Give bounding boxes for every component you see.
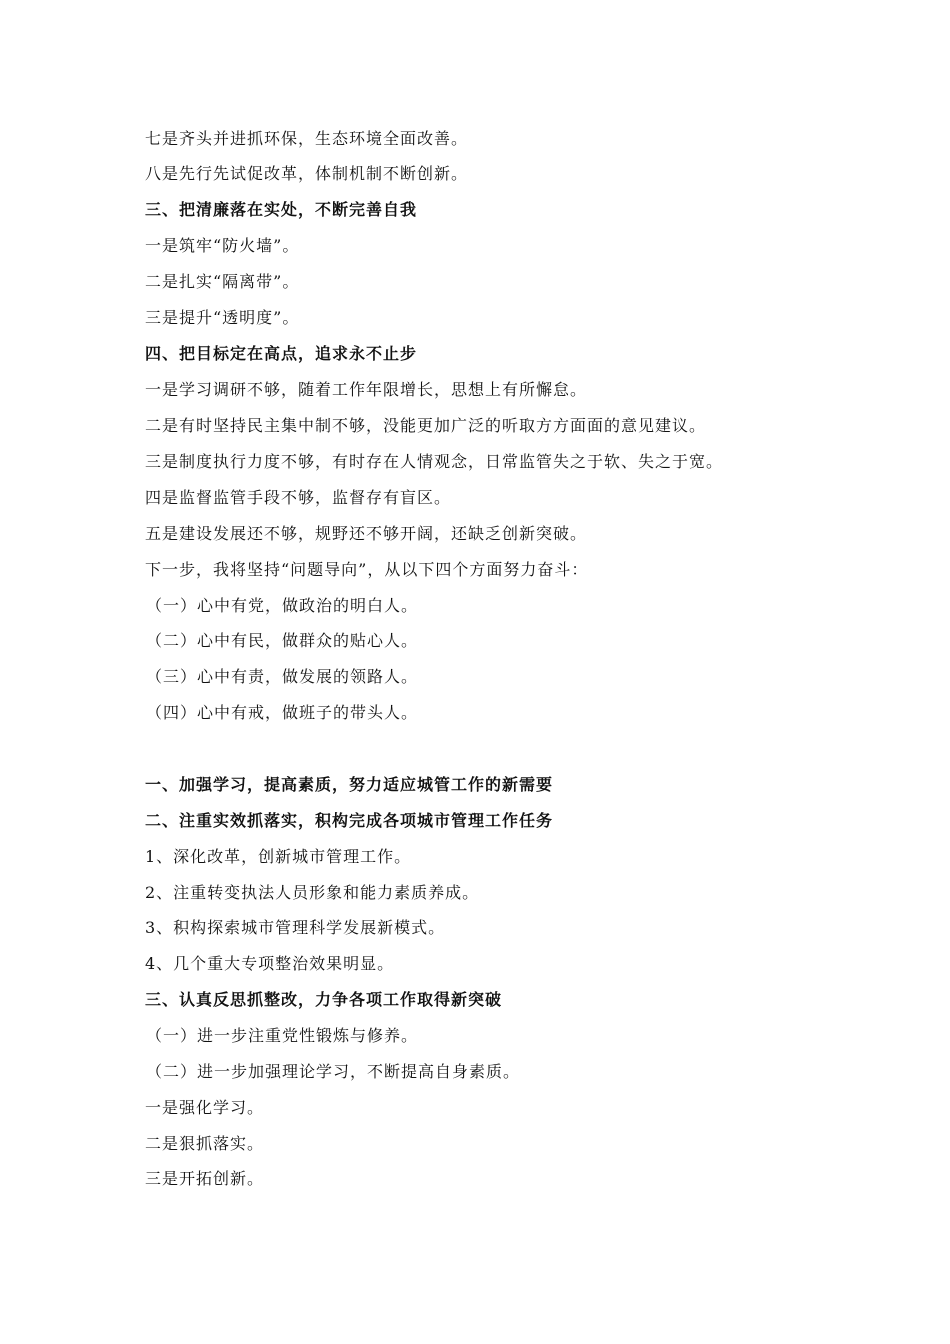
list-item: （二）进一步加强理论学习，不断提高自身素质。	[146, 1062, 521, 1081]
list-item: 3、积构探索城市管理科学发展新模式。	[145, 918, 446, 937]
section-heading: 一、加强学习，提高素质，努力适应城管工作的新需要	[145, 775, 554, 794]
body-line: 五是建设发展还不够，规野还不够开阔，还缺乏创新突破。	[145, 524, 588, 543]
section-heading: 二、注重实效抓落实，积构完成各项城市管理工作任务	[145, 811, 554, 830]
list-item: （一）进一步注重党性锻炼与修养。	[146, 1026, 419, 1045]
body-line: 三是开拓创新。	[145, 1169, 265, 1188]
section-heading: 四、把目标定在高点，追求永不止步	[145, 344, 418, 363]
list-item: （二）心中有民，做群众的贴心人。	[146, 631, 419, 650]
body-line: 八是先行先试促改革，体制机制不断创新。	[145, 164, 469, 183]
body-line: 一是强化学习。	[145, 1098, 265, 1117]
body-line: 二是扎实“隔离带”。	[145, 272, 300, 291]
body-line: 二是有时坚持民主集中制不够，没能更加广泛的听取方方面面的意见建议。	[145, 416, 707, 435]
list-item: （一）心中有党，做政治的明白人。	[146, 596, 419, 615]
section-heading: 三、把清廉落在实处，不断完善自我	[145, 200, 418, 219]
list-item: 2、注重转变执法人员形象和能力素质养成。	[145, 883, 480, 902]
list-item: （三）心中有责，做发展的领路人。	[146, 667, 419, 686]
list-item: 4、几个重大专项整治效果明显。	[145, 954, 395, 973]
body-line: 一是学习调研不够，随着工作年限增长，思想上有所懈怠。	[145, 380, 588, 399]
list-item: 1、深化改革，创新城市管理工作。	[145, 847, 412, 866]
body-line: 三是提升“透明度”。	[145, 308, 300, 327]
list-item: （四）心中有戒，做班子的带头人。	[146, 703, 419, 722]
body-line: 一是筑牢“防火墙”。	[145, 236, 300, 255]
body-line: 四是监督监管手段不够，监督存有盲区。	[145, 488, 452, 507]
body-line: 下一步，我将坚持“问题导向”，从以下四个方面努力奋斗：	[145, 560, 589, 579]
body-line: 三是制度执行力度不够，有时存在人情观念，日常监管失之于软、失之于宽。	[145, 452, 724, 471]
body-line: 七是齐头并进抓环保，生态环境全面改善。	[145, 129, 469, 148]
section-heading: 三、认真反思抓整改，力争各项工作取得新突破	[145, 990, 503, 1009]
body-line: 二是狠抓落实。	[145, 1134, 265, 1153]
